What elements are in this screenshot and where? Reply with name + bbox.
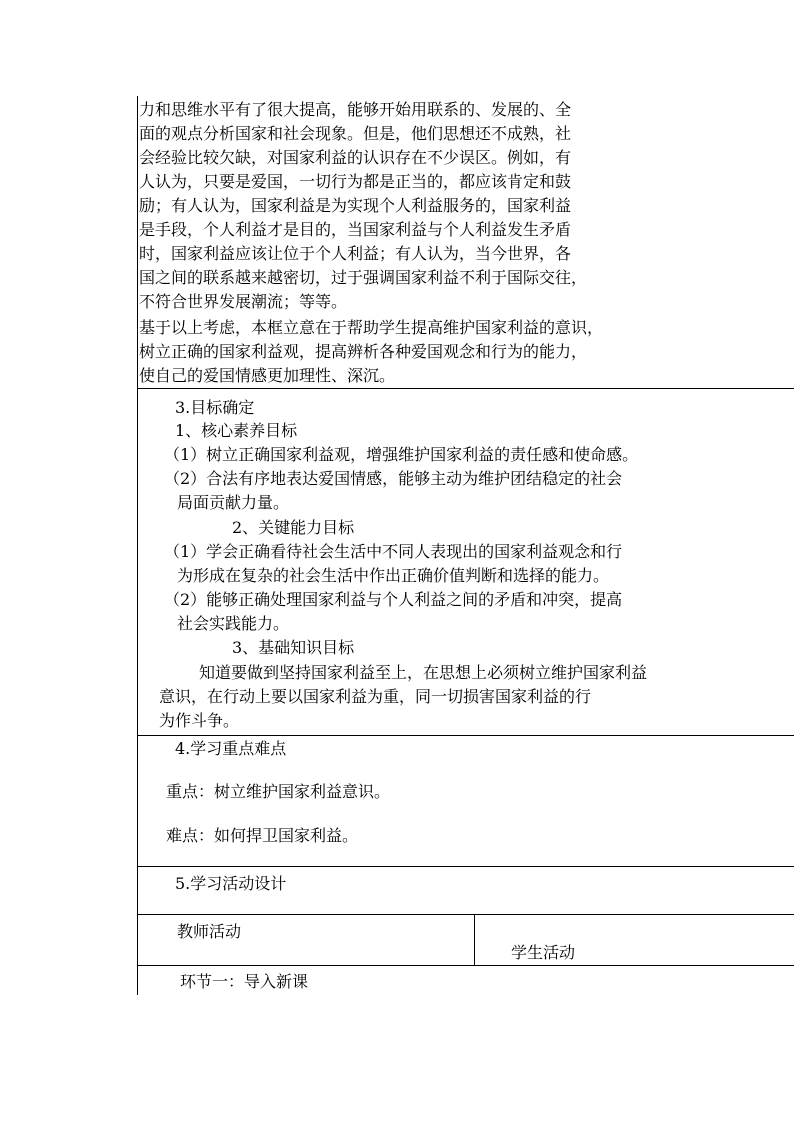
text-line: 使自己的爱国情感更加理性、深沉。 [139, 366, 396, 385]
section-heading: 5.学习活动设计 [175, 874, 287, 893]
goal-item: （2）能够正确处理国家利益与个人利益之间的矛盾和冲突，提高 [164, 590, 623, 609]
goal-item: 知道要做到坚持国家利益至上，在思想上必须树立维护国家利益 [199, 663, 648, 682]
goal-item-continued: 意识，在行动上要以国家利益为重，同一切损害国家利益的行 [159, 687, 592, 706]
stage-title: 环节一：导入新课 [180, 972, 309, 991]
goal-item-continued: 社会实践能力。 [177, 614, 290, 633]
text-line: 国之间的联系越来越密切，过于强调国家利益不利于国际交往， [139, 268, 588, 287]
table-left-border [137, 96, 138, 995]
goal-subheading: 2、关键能力目标 [232, 518, 355, 537]
text-line: 面的观点分析国家和社会现象。但是，他们思想还不成熟，社 [139, 124, 572, 143]
goal-item: （2）合法有序地表达爱国情感，能够主动为维护团结稳定的社会 [164, 469, 623, 488]
key-point: 重点：树立维护国家利益意识。 [166, 782, 391, 801]
goal-subheading: 3、基础知识目标 [232, 638, 355, 657]
column-divider [474, 914, 475, 966]
row-divider-3 [137, 866, 794, 867]
section-heading: 3.目标确定 [175, 398, 255, 417]
text-line: 基于以上考虑，本框立意在于帮助学生提高维护国家利益的意识， [139, 318, 604, 337]
section-heading: 4.学习重点难点 [175, 739, 287, 758]
difficult-point: 难点：如何捍卫国家利益。 [166, 826, 359, 845]
goal-item: （1）树立正确国家利益观，增强维护国家利益的责任感和使命感。 [164, 445, 639, 464]
text-line: 会经验比较欠缺，对国家利益的认识存在不少误区。例如，有 [139, 148, 572, 167]
goal-item: （1）学会正确看待社会生活中不同人表现出的国家利益观念和行 [164, 542, 623, 561]
goal-item-continued: 局面贡献力量。 [177, 493, 290, 512]
text-line: 是手段，个人利益才是目的，当国家利益与个人利益发生矛盾 [139, 220, 572, 239]
goal-item-continued: 为作斗争。 [159, 711, 240, 730]
row-divider-1 [137, 388, 794, 389]
text-line: 力和思维水平有了很大提高，能够开始用联系的、发展的、全 [139, 100, 572, 119]
text-line: 不符合世界发展潮流；等等。 [139, 292, 348, 311]
text-line: 励；有人认为，国家利益是为实现个人利益服务的，国家利益 [139, 196, 572, 215]
text-line: 人认为，只要是爱国，一切行为都是正当的，都应该肯定和鼓 [139, 172, 572, 191]
row-divider-4 [137, 914, 794, 915]
text-line: 时，国家利益应该让位于个人利益；有人认为，当今世界，各 [139, 244, 572, 263]
row-divider-5 [137, 965, 794, 966]
row-divider-2 [137, 735, 794, 736]
text-line: 树立正确的国家利益观，提高辨析各种爱国观念和行为的能力， [139, 342, 588, 361]
goal-subheading: 1、核心素养目标 [175, 421, 298, 440]
student-activity-header: 学生活动 [511, 943, 576, 962]
goal-item-continued: 为形成在复杂的社会生活中作出正确价值判断和选择的能力。 [177, 566, 610, 585]
teacher-activity-header: 教师活动 [177, 922, 242, 941]
